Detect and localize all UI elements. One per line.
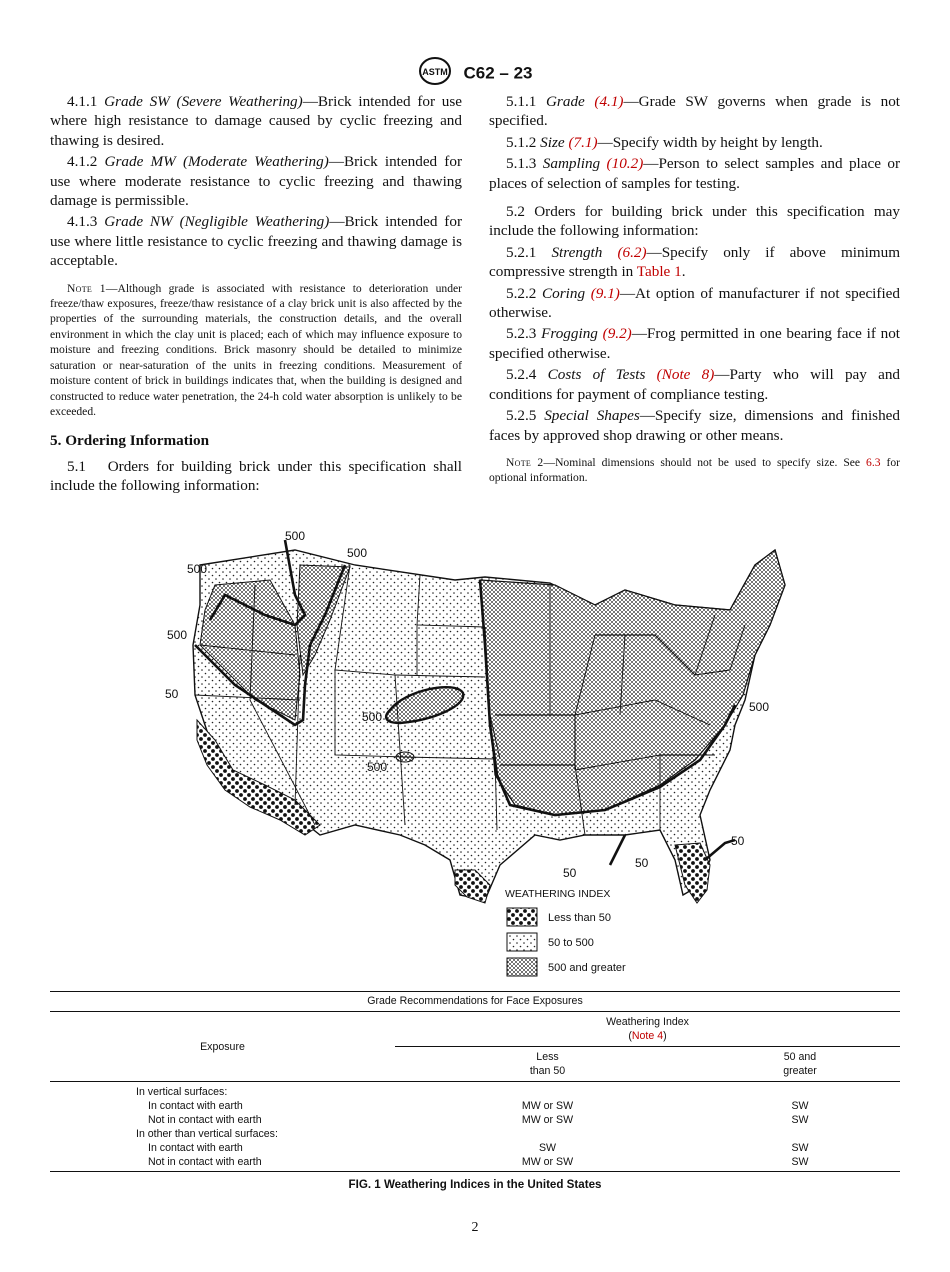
table-1-link[interactable]: Table 1 [636, 263, 682, 281]
legend-swatch-high [507, 958, 537, 976]
contour-label: 500 [362, 710, 383, 724]
contour-label: 50 [165, 687, 179, 701]
table-row: Not in contact with earth MW or SW SW [148, 1114, 809, 1126]
contour-label: 500 [167, 628, 188, 642]
para-5-1-2: 5.1.2 Size (7.1)—Specify width by height by length. [506, 133, 823, 151]
para-5-2: 5.2 Orders for building brick under this specification may include the following information: [489, 203, 900, 240]
contour-label: 500 [347, 546, 368, 560]
ref-6-3[interactable]: 6.3 [866, 455, 881, 469]
table-row: Not in contact with earth MW or SW SW [50, 1155, 900, 1172]
contour-label: 500 [749, 700, 770, 714]
para-4-1-2: 4.1.2 Grade MW (Moderate Weathering)—Brick intended for use where moderate resistance to cyclic freezing and thawing damage is permissible. [50, 153, 463, 210]
contour-label: 50 [635, 856, 649, 870]
figure-caption: FIG. 1 Weathering Indices in the United States [348, 1178, 602, 1191]
logo-lettering: ASTM [421, 67, 448, 77]
header-weathering: Weathering Index (Note 4) [395, 1012, 900, 1047]
ref-note-4[interactable]: Note 4 [631, 1030, 664, 1042]
header-greater: 50 and greater [783, 1051, 817, 1077]
contour-label: 500 [285, 529, 306, 543]
para-5-1: 5.1 Orders for building brick under this specification shall include the following information: [50, 457, 462, 495]
table-title: Grade Recommendations for Face Exposures [50, 992, 900, 1012]
header-less: Less than 50 [529, 1051, 566, 1077]
contour-label: 500 [367, 760, 388, 774]
para-5-2-1: 5.2.1 Strength (6.2)—Specify only if above minimum compressive strength in Table 1. [489, 243, 901, 281]
section-5-heading: 5. Ordering Information [50, 432, 210, 450]
para-4-1-1: 4.1.1 Grade SW (Severe Weathering)—Brick intended for use where high resistance to damage caused by cyclic freezing and thawing is desired. [50, 93, 462, 149]
ref-6-2[interactable]: 6.2 [622, 243, 642, 261]
para-5-2-2: 5.2.2 Coring (9.1)—At option of manufacturer if not specified otherwise. [489, 284, 901, 322]
designation: C62 – 23 [463, 63, 533, 83]
table-row: In contact with earth MW or SW SW [148, 1100, 809, 1112]
legend-title: WEATHERING INDEX [505, 888, 611, 900]
table-row: In vertical surfaces: [136, 1086, 228, 1098]
ref-9-2[interactable]: 9.2 [607, 325, 627, 343]
ref-4-1[interactable]: 4.1 [599, 93, 619, 110]
legend-label-low: Less than 50 [548, 912, 611, 924]
para-5-2-3: 5.2.3 Frogging (9.2)—Frog permitted in one bearing face if not specified otherwise. [489, 325, 901, 362]
para-4-1-3: 4.1.3 Grade NW (Negligible Weathering)—Brick intended for use where little resistance to cyclic freezing and thawing damage is acceptable. [50, 213, 462, 270]
para-5-2-4: 5.2.4 Costs of Tests (Note 8)—Party who will pay and conditions for payment of compliance testing. [489, 366, 901, 403]
right-column [489, 92, 900, 486]
astm-logo [418, 56, 452, 91]
para-5-2-5: 5.2.5 Special Shapes—Specify size, dimensions and finished faces by approved shop drawing or other means. [489, 407, 900, 444]
table-row: In other than vertical surfaces: [136, 1128, 278, 1140]
note-2: Note 2—Nominal dimensions should not be used to specify size. See 6.3 for optional information. [489, 455, 900, 485]
ref-10-2[interactable]: 10.2 [611, 155, 639, 173]
ref-7-1[interactable]: 7.1 [573, 133, 593, 151]
ref-9-1[interactable]: 9.1 [595, 284, 615, 302]
para-5-1-3: 5.1.3 Sampling (10.2)—Person to select samples and place or places of selection of samples for testing. [489, 155, 901, 192]
legend-label-mid: 50 to 500 [548, 937, 594, 949]
weathering-map [155, 525, 795, 985]
region-east-high [480, 550, 785, 815]
para-5-1-1: 5.1.1 Grade (4.1)—Grade SW governs when grade is not specified. [489, 93, 901, 130]
table-row: In contact with earth SW SW [148, 1142, 809, 1154]
contour-label: 500 [187, 562, 208, 576]
grade-recommendations-table [50, 991, 900, 1172]
legend-label-high: 500 and greater [548, 962, 626, 974]
ref-note-8[interactable]: Note 8 [661, 366, 710, 384]
map-legend [505, 888, 626, 976]
header-exposure: Exposure [50, 1012, 395, 1082]
note-1: Note 1—Although grade is associated with resistance to deterioration under freeze/thaw exposures, freeze/thaw resistance of a clay brick unit is also affected by the properties of the surrounding materials, the construction details, and the overall environment in which the clay unit is placed; each of which may influence exposure to moisture and freezing conditions. Brick masonry should be detailed to minimize saturation or near-saturation of the units in freezing conditions. Measurement of moisture content of brick in buildings indicates that, when the building is designed and constructed to reduce water penetration, the 24-h cold water absorption is unlikely to be exceeded. [50, 281, 462, 418]
page-number: 2 [471, 1220, 479, 1235]
contour-label: 50 [731, 834, 745, 848]
legend-swatch-mid [507, 933, 537, 951]
left-column [50, 92, 462, 496]
page-header [0, 56, 950, 91]
legend-swatch-low [507, 908, 537, 926]
contour-label: 50 [563, 866, 577, 880]
